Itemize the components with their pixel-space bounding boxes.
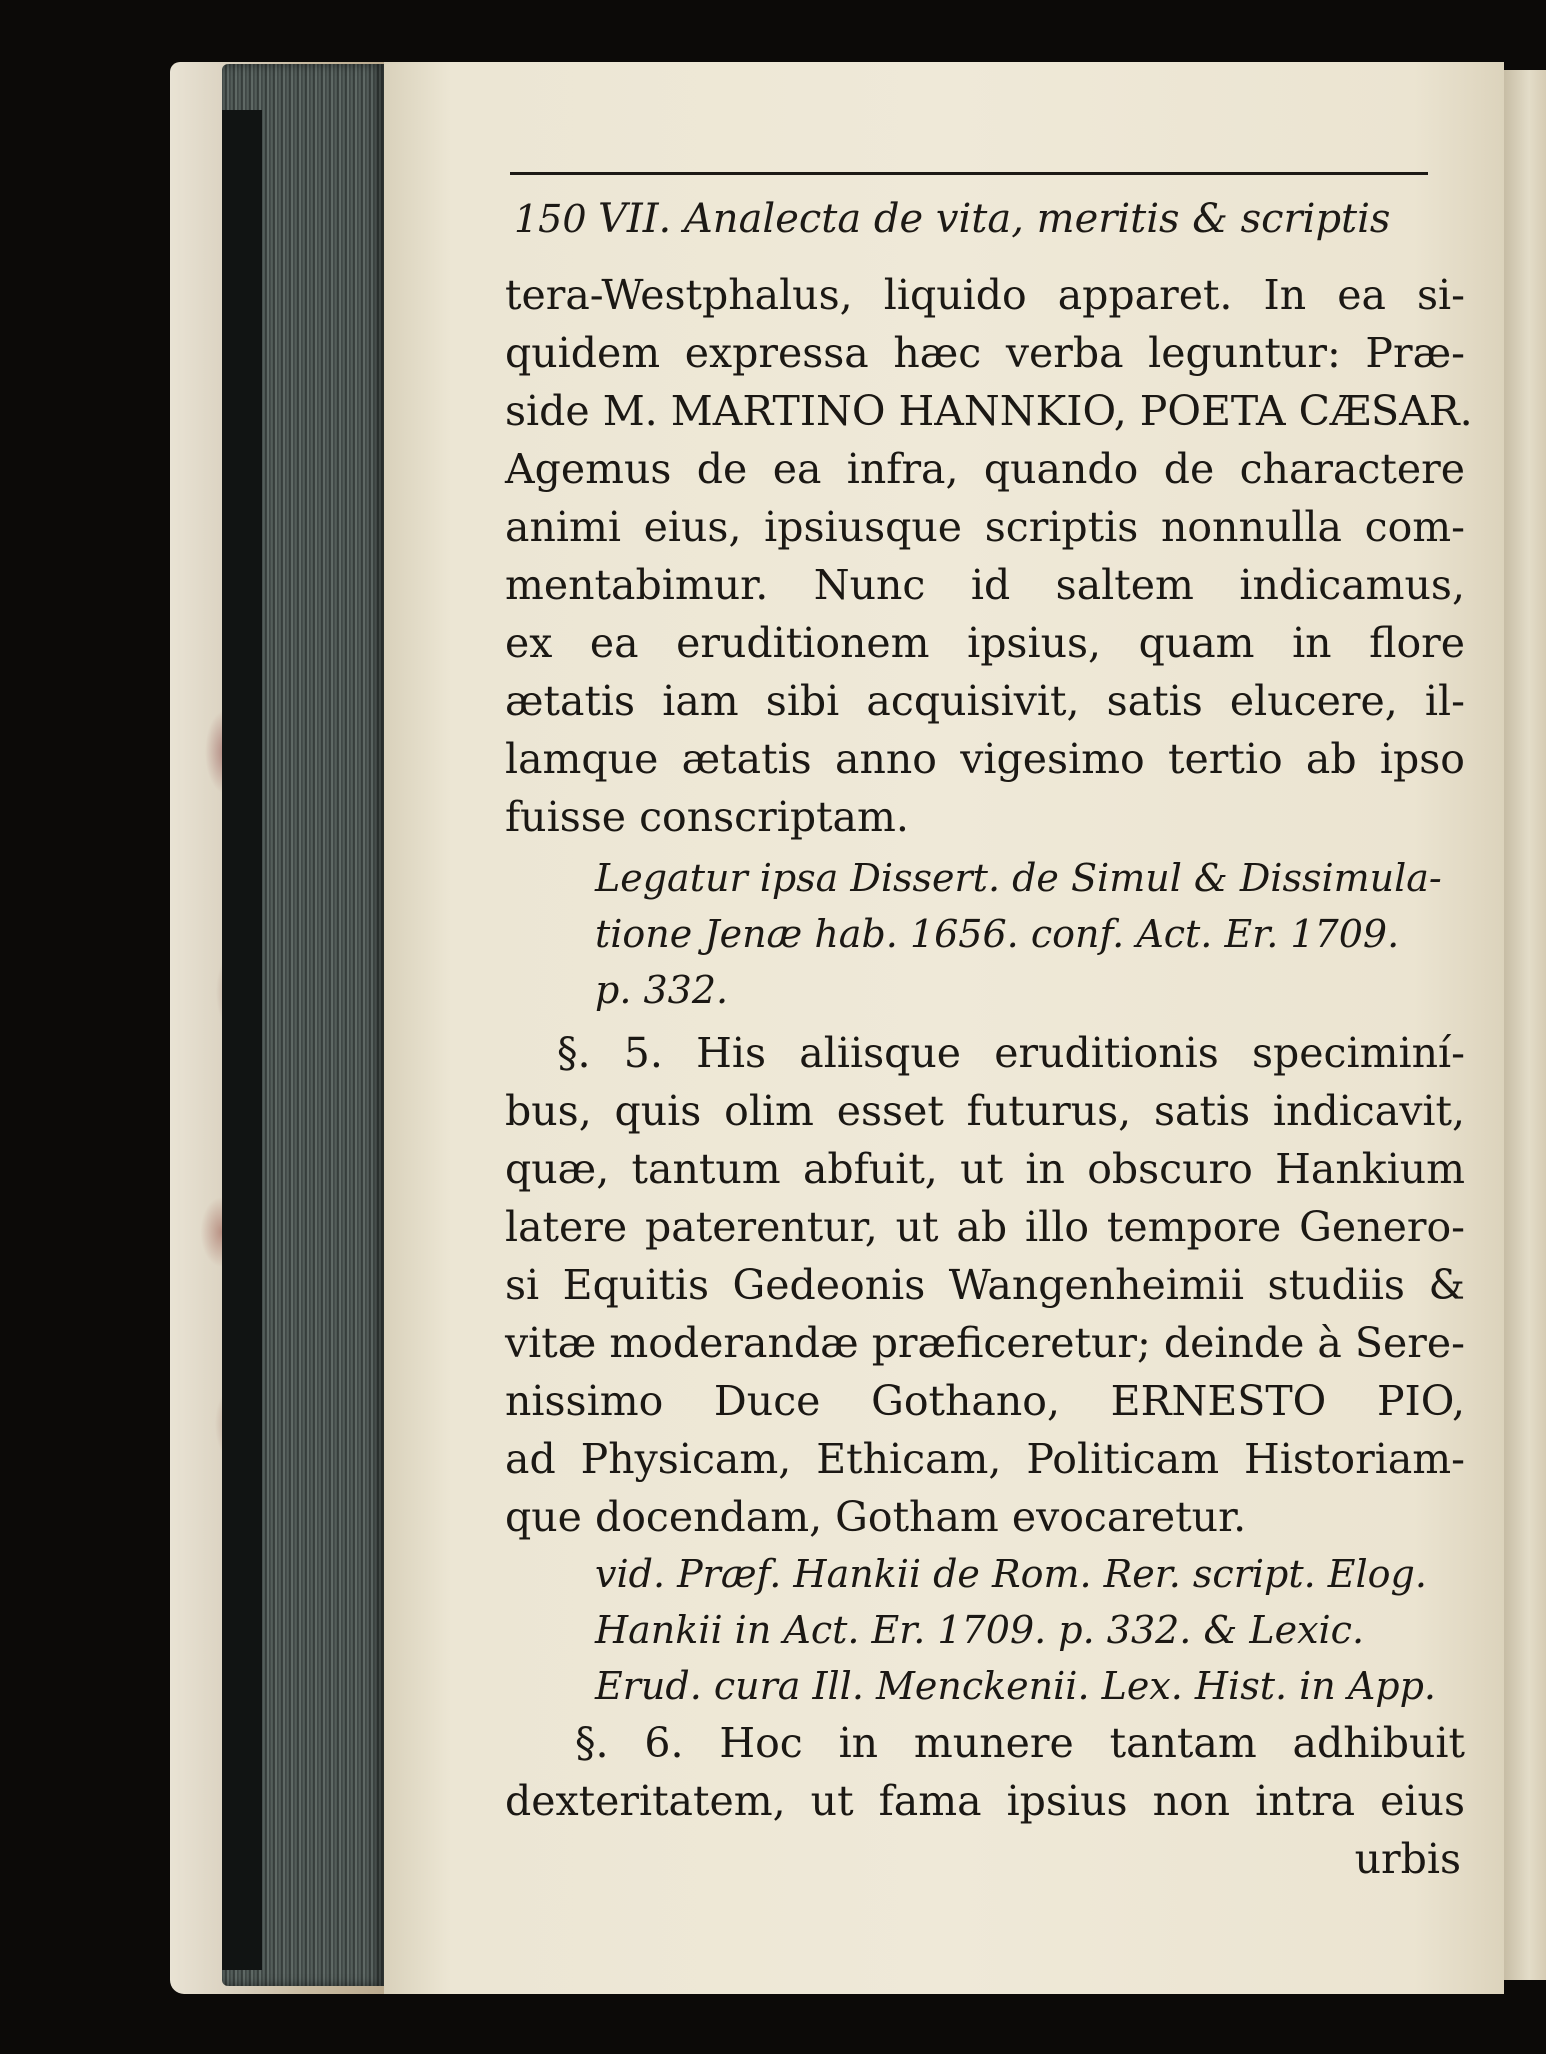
text-line: §. 5. His aliisque eruditionis speciminí- xyxy=(557,1029,1465,1077)
header-rule xyxy=(510,172,1428,175)
text-line: ex ea eruditionem ipsius, quam in flore xyxy=(505,619,1465,667)
text-line: que docendam, Gotham evocaretur. xyxy=(505,1493,1247,1541)
citation-note xyxy=(505,1546,1465,1714)
note-line: Legatur ipsa Dissert. de Simul & Dissimula- xyxy=(595,856,1442,900)
note-line: p. 332. xyxy=(595,968,729,1012)
facing-page-edge xyxy=(1504,70,1546,1980)
text-line: lamque ætatis anno vigesimo tertio ab ipso xyxy=(505,735,1465,783)
running-head xyxy=(510,188,1428,250)
running-title: VII. Analecta de vita, meritis & scriptis xyxy=(598,196,1391,242)
note-line: Hankii in Act. Er. 1709. p. 332. & Lexic. xyxy=(595,1608,1365,1652)
paragraph-6 xyxy=(505,1714,1465,1830)
text-line: vitæ moderandæ præficeretur; deinde à Sere- xyxy=(505,1319,1465,1367)
text-line: si Equitis Gedeonis Wangenheimii studiis & xyxy=(505,1261,1465,1309)
text-line: Agemus de ea infra, quando de charactere xyxy=(505,445,1465,493)
text-line: bus, quis olim esset futurus, satis indicavit, xyxy=(505,1087,1465,1135)
paragraph-5 xyxy=(505,1024,1465,1546)
text-line: ad Physicam, Ethicam, Politicam Historiam- xyxy=(505,1435,1465,1483)
text-line: quidem expressa hæc verba leguntur: Præ- xyxy=(505,329,1465,377)
text-line: dexteritatem, ut fama ipsius non intra eius xyxy=(505,1777,1465,1825)
page-number: 150 xyxy=(514,197,587,241)
text-line: side M. MARTINO HANNKIO, POETA CÆSAR. xyxy=(505,387,1473,435)
text-line: tera-Westphalus, liquido apparet. In ea si- xyxy=(505,271,1465,319)
page-edges-shadow xyxy=(222,110,262,1970)
text-line: animi eius, ipsiusque scriptis nonnulla com- xyxy=(505,503,1465,551)
text-line: fuisse conscriptam. xyxy=(505,793,909,841)
text-line: §. 6. Hoc in munere tantam adhibuit xyxy=(575,1719,1465,1767)
text-line: ætatis iam sibi acquisivit, satis elucere, il- xyxy=(505,677,1465,725)
note-line: vid. Præf. Hankii de Rom. Rer. script. Elog. xyxy=(595,1552,1427,1596)
text-line: latere paterentur, ut ab illo tempore Genero- xyxy=(505,1203,1465,1251)
text-line: quæ, tantum abfuit, ut in obscuro Hankium xyxy=(505,1145,1465,1193)
note-line: tione Jenæ hab. 1656. conf. Act. Er. 1709. xyxy=(595,912,1400,956)
text-line: mentabimur. Nunc id saltem indicamus, xyxy=(505,561,1465,609)
text-line: nissimo Duce Gothano, ERNESTO PIO, xyxy=(505,1377,1465,1425)
catchword: urbis xyxy=(1354,1835,1461,1883)
note-line: Erud. cura Ill. Menckenii. Lex. Hist. in App. xyxy=(595,1664,1437,1708)
citation-note xyxy=(505,850,1465,1018)
page-body xyxy=(505,266,1473,1888)
